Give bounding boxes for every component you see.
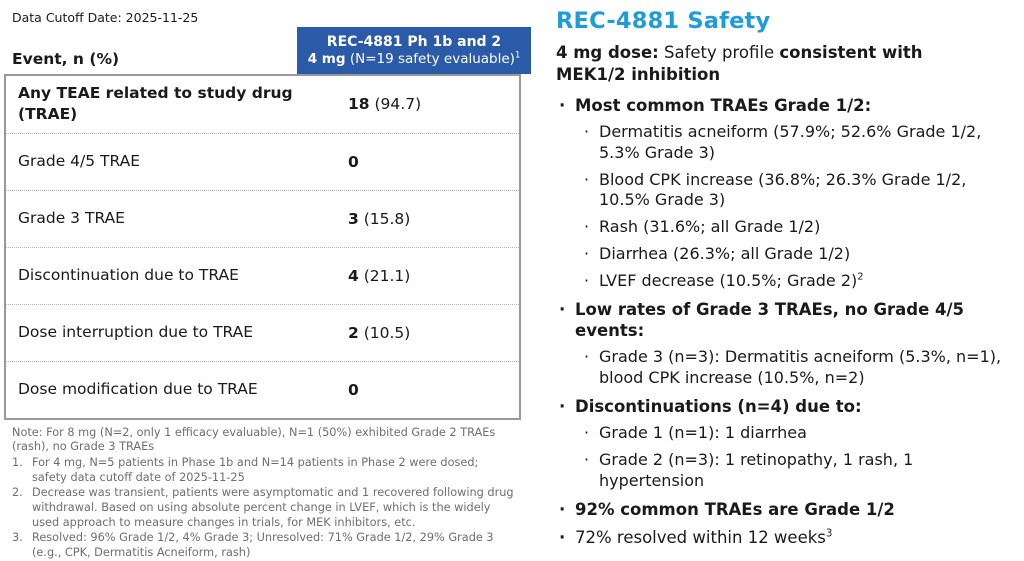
table-header-row [4,27,531,74]
text-segment: Grade 3 (n=3): Dermatitis acneiform (5.3%, n=1), blood CPK increase (10.5%, n=2) [599,347,1002,388]
bullet-text [599,423,1008,444]
footnote-number: 3. [12,531,23,545]
bullet-dot-icon: · [559,499,566,519]
row-value: 18 (94.7) [348,95,422,114]
bullet-item [556,95,1008,116]
arm-header-line2 [301,51,527,69]
text-segment: Dermatitis acneiform (57.9%; 52.6% Grade 1/2, 5.3% Grade 3) [599,121,982,162]
superscript: 2 [857,271,864,283]
text-segment: 4 mg [307,51,346,68]
text-segment: (N=19 safety evaluable) [345,51,515,68]
bullet-dot-icon: · [559,528,566,548]
text-segment: Diarrhea (26.3%; all Grade 1/2) [599,243,851,263]
bullet-dot-icon: · [584,347,590,367]
data-cutoff-date: Data Cutoff Date: 2025-11-25 [12,10,199,25]
bullet-item [581,347,1008,389]
table-row [6,133,519,190]
arm-header-line1: REC-4881 Ph 1b and 2 [326,34,502,50]
text-segment: Grade 2 (n=3): 1 retinopathy, 1 rash, 1 hypertension [599,450,914,491]
bullet-item [581,122,1008,164]
bullet-item [556,499,1008,520]
trae-table [4,74,521,420]
bullet-item [556,527,1008,548]
footnotes [4,426,516,561]
bullet-dot-icon: · [584,169,590,189]
bullet-text [599,271,1008,292]
bullet-text [599,450,1008,492]
bullet-text [599,347,1008,389]
row-label: Grade 3 TRAE [18,209,125,228]
row-value: 2 (10.5) [348,323,411,342]
row-value: 0 [348,380,359,399]
bullet-text [599,170,1008,212]
bullet-dot-icon: · [584,217,590,237]
row-label: Dose modification due to TRAE [18,380,258,399]
text-segment: Rash (31.6%; all Grade 1/2) [599,217,821,237]
row-value: 0 [348,152,359,171]
subtitle [556,42,961,86]
text-segment: Discontinuations (n=4) due to: [575,397,862,417]
footnote-text: Resolved: 96% Grade 1/2, 4% Grade 3; Unresolved: 71% Grade 1/2, 29% Grade 3 (e.g., CPK, Dermatitis Acneiform, rash) [32,531,494,560]
text-segment: consistent with MEK1/2 inhibition [556,43,923,84]
text-segment: 92% common TRAEs are Grade 1/2 [575,499,895,519]
bullet-item [556,396,1008,417]
row-label: Discontinuation due to TRAE [18,266,239,285]
row-value: 3 (15.8) [348,209,411,228]
event-column-header: Event, n (%) [12,49,120,68]
text-segment: Most common TRAEs Grade 1/2: [575,95,872,115]
bullet-dot-icon: · [584,270,590,290]
text-segment: 72% resolved within 12 weeks [575,528,826,548]
arm-column-header [297,27,531,74]
bullet-text [599,217,1008,238]
bullet-dot-icon: · [559,397,566,417]
bullet-text [575,396,987,417]
bullet-dot-icon: · [584,243,590,263]
text-segment: 4 mg dose: [556,43,659,62]
text-segment: Grade 1 (n=1): 1 diarrhea [599,423,807,443]
superscript: 3 [825,528,833,540]
footnote-text: Decrease was transient, patients were asymptomatic and 1 recovered following drug withdrawal. Based on using absolute percent change in LVEF, which is the widely used approach to measure changes in trials, for MEK inhibitors, etc. [32,486,514,529]
bullet-text [575,299,987,342]
footnote-item [12,486,516,530]
footnote-number: 2. [12,486,23,500]
bullet-list [556,95,1008,549]
page-title: REC-4881 Safety [556,8,771,34]
row-label: Grade 4/5 TRAE [18,152,141,171]
bullet-dot-icon: · [584,121,590,141]
table-row [6,304,519,361]
bullet-dot-icon: · [559,95,566,115]
bullet-item [581,450,1008,492]
text-segment: Safety profile [658,43,780,62]
text-segment: LVEF decrease (10.5%; Grade 2) [599,270,858,290]
table-row [6,361,519,418]
bullet-text [599,244,1008,265]
table-row [6,190,519,247]
bullet-dot-icon: · [584,450,590,470]
numbered-footnotes [12,456,516,561]
text-segment: Low rates of Grade 3 TRAEs, no Grade 4/5 events: [575,299,965,340]
bullet-text [599,122,1008,164]
bullet-item [556,299,1008,342]
footnote-item [12,531,516,560]
table-row [6,247,519,304]
bullet-dot-icon: · [584,423,590,443]
superscript: 1 [514,49,521,60]
row-value: 4 (21.1) [348,266,411,285]
bullet-item [581,271,1008,292]
bullet-item [581,423,1008,444]
bullet-item [581,244,1008,265]
bullet-item [581,170,1008,212]
footnote-number: 1. [12,456,23,470]
footnote-text: For 4 mg, N=5 patients in Phase 1b and N=14 patients in Phase 2 were dosed; safety data cutoff date of 2025-11-25 [32,456,479,484]
note-general: Note: For 8 mg (N=2, only 1 efficacy evaluable), N=1 (50%) exhibited Grade 2 TRAEs (rash), no Grade 3 TRAEs [12,425,496,454]
bullet-item [581,217,1008,238]
bullet-text [575,527,987,548]
table-row [6,76,519,133]
bullet-dot-icon: · [559,299,566,319]
bullet-text [575,499,987,520]
summary-panel [531,0,1024,548]
row-label: Dose interruption due to TRAE [18,323,254,342]
row-label: Any TEAE related to study drug (TRAE) [18,84,293,124]
text-segment: Blood CPK increase (36.8%; 26.3% Grade 1/2, 10.5% Grade 3) [599,169,967,210]
bullet-text [575,95,987,116]
footnote-item [12,456,516,485]
